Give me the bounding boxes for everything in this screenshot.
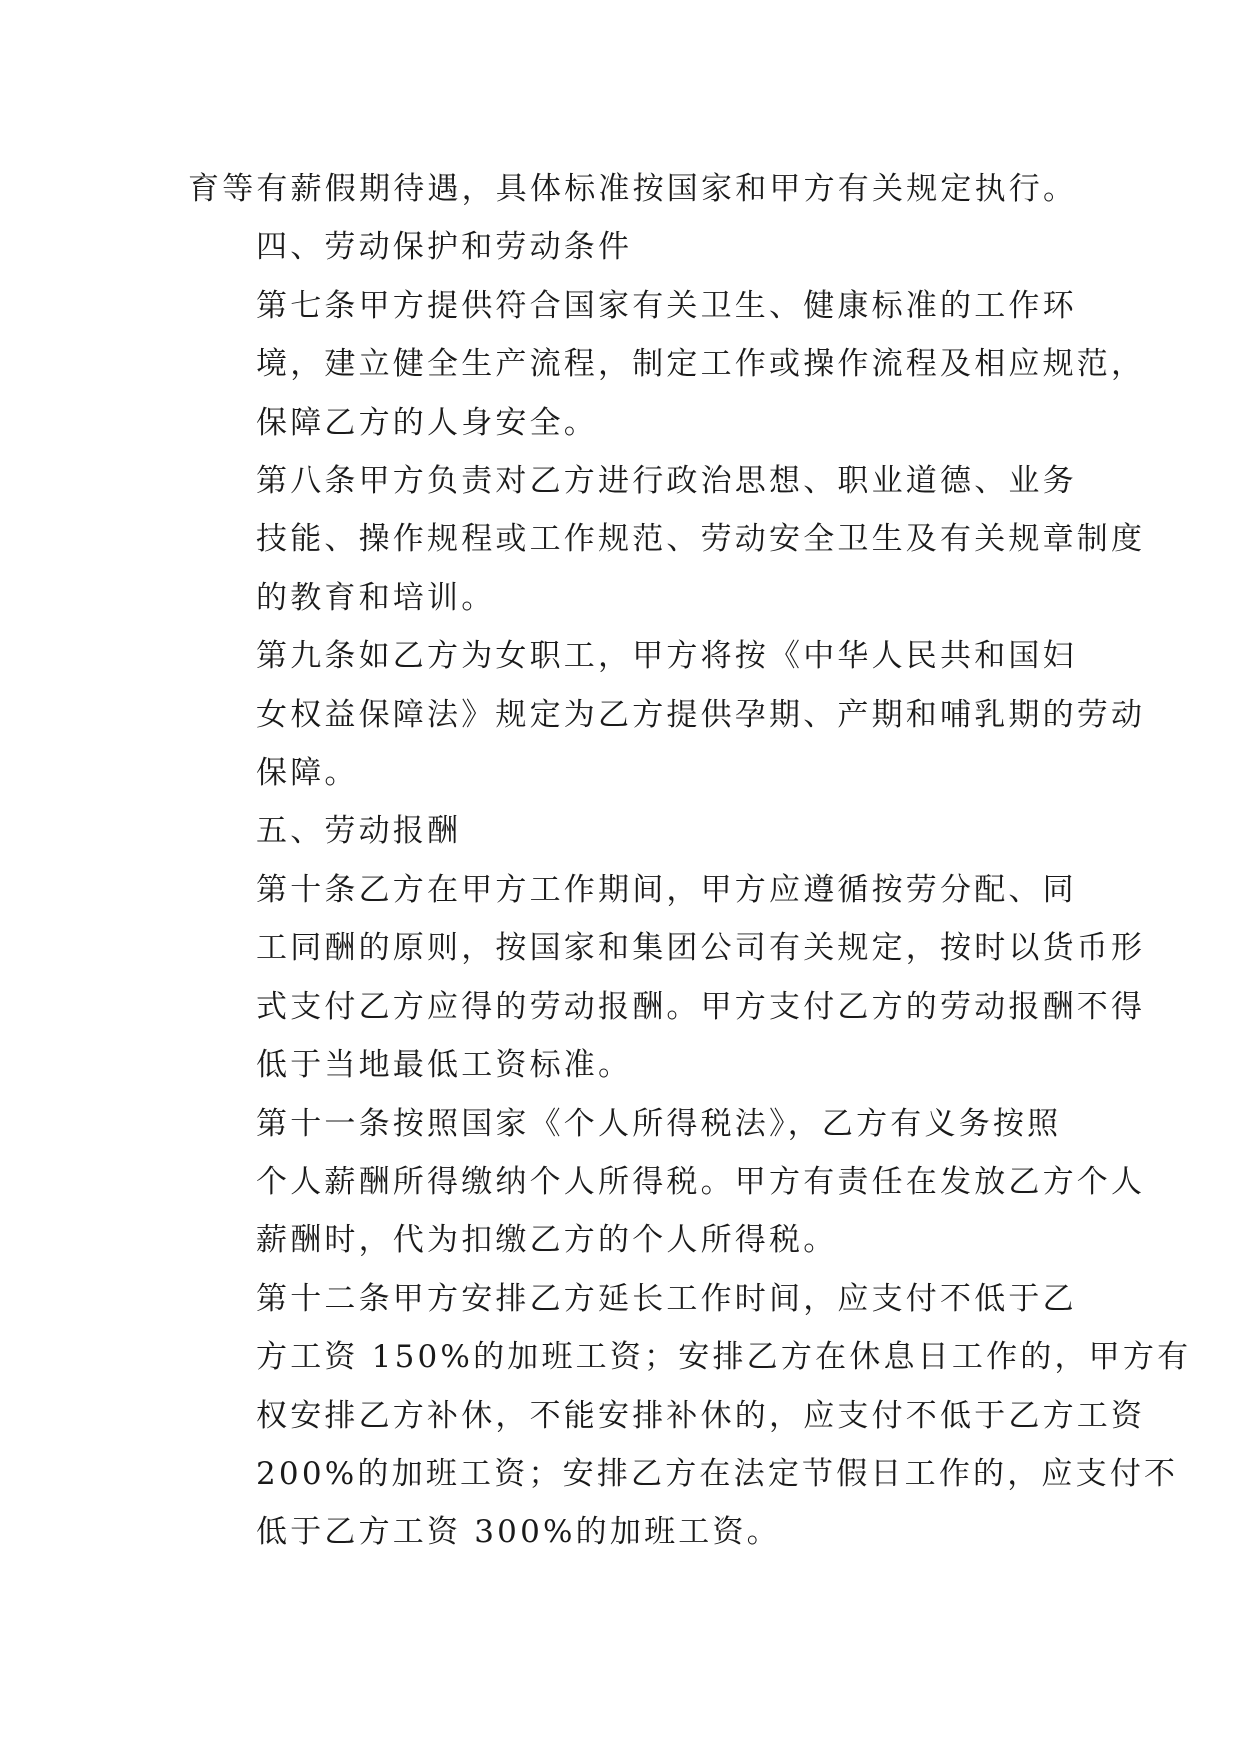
text-line: 低于当地最低工资标准。	[256, 1047, 633, 1084]
text-line: 方工资 150%的加班工资；安排乙方在休息日工作的，甲方有	[256, 1339, 1192, 1376]
text-line: 女权益保障法》规定为乙方提供孕期、产期和哺乳期的劳动	[256, 696, 1146, 733]
text-line: 第七条甲方提供符合国家有关卫生、健康标准的工作环	[256, 287, 1077, 324]
text-line: 第九条如乙方为女职工，甲方将按《中华人民共和国妇	[256, 638, 1077, 675]
text-line: 五、劳动报酬	[256, 813, 462, 850]
text-line: 个人薪酬所得缴纳个人所得税。甲方有责任在发放乙方个人	[256, 1163, 1146, 1200]
text-line: 保障乙方的人身安全。	[256, 404, 598, 441]
document-body	[188, 160, 1192, 1562]
text-line: 技能、操作规程或工作规范、劳动安全卫生及有关规章制度	[256, 521, 1146, 558]
text-line: 保障。	[256, 755, 359, 792]
section-heading-4	[188, 218, 1060, 276]
text-line: 的教育和培训。	[256, 579, 496, 616]
text-line: 第十二条甲方安排乙方延长工作时间，应支付不低于乙	[256, 1280, 1077, 1317]
text-line: 育等有薪假期待遇，具体标准按国家和甲方有关规定执行。	[188, 171, 1078, 207]
text-line: 薪酬时，代为扣缴乙方的个人所得税。	[256, 1222, 838, 1259]
article-10	[188, 861, 1146, 1095]
text-line: 权安排乙方补休，不能安排补休的，应支付不低于乙方工资	[256, 1397, 1146, 1434]
text-line: 工同酬的原则，按国家和集团公司有关规定，按时以货币形	[256, 930, 1146, 967]
text-line: 第十一条按照国家《个人所得税法》，乙方有义务按照	[256, 1105, 1062, 1142]
text-line: 四、劳动保护和劳动条件	[256, 229, 633, 266]
text-line: 200%的加班工资；安排乙方在法定节假日工作的，应支付不	[256, 1455, 1179, 1492]
text-line: 境，建立健全生产流程，制定工作或操作流程及相应规范，	[256, 346, 1146, 383]
article-12	[188, 1270, 1192, 1562]
text-line: 式支付乙方应得的劳动报酬。甲方支付乙方的劳动报酬不得	[256, 988, 1146, 1025]
article-9	[188, 627, 1146, 802]
article-7	[188, 277, 1146, 452]
text-line: 第十条乙方在甲方工作期间，甲方应遵循按劳分配、同	[256, 871, 1077, 908]
text-line: 低于乙方工资 300%的加班工资。	[256, 1514, 781, 1551]
article-8	[188, 452, 1146, 627]
article-11	[188, 1095, 1146, 1270]
section-heading-5	[188, 802, 1060, 860]
paragraph-continuation	[188, 160, 1078, 218]
text-line: 第八条甲方负责对乙方进行政治思想、职业道德、业务	[256, 463, 1077, 500]
